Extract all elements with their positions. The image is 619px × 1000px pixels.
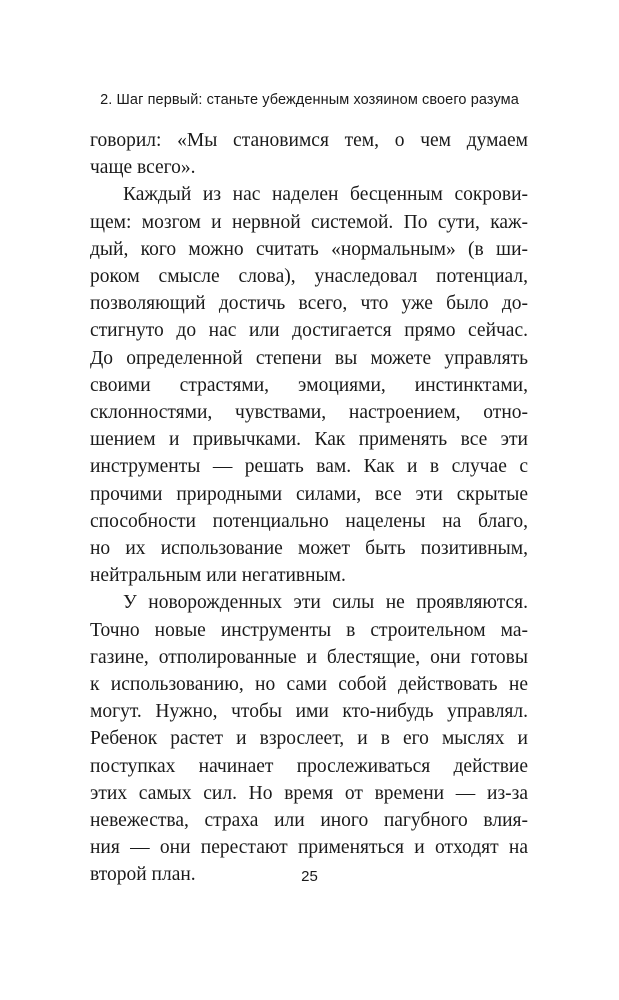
text-line: Ребенок растет и взрослеет, и в его мыслях и xyxy=(90,728,528,750)
text-line: газине, отполированные и блестящие, они готовы xyxy=(90,646,528,668)
text-line: своими страстями, эмоциями, инстинктами, xyxy=(90,374,528,396)
text-line: позволяющий достичь всего, что уже было до- xyxy=(90,293,528,315)
text-line: щем: мозгом и нервной системой. По сути, каж- xyxy=(90,211,528,233)
text-line: могут. Нужно, чтобы ими кто-нибудь управлял. xyxy=(90,701,528,723)
running-header: 2. Шаг первый: станьте убежденным хозяином своего разума xyxy=(100,92,519,108)
paragraph xyxy=(90,181,528,589)
text-line: этих самых сил. Но время от времени — из-за xyxy=(90,782,528,804)
text-line: нейтральным или негативным. xyxy=(90,565,346,587)
text-line: До определенной степени вы можете управлять xyxy=(90,347,528,369)
text-line: второй план. xyxy=(90,864,196,886)
text-line: У новорожденных эти силы не проявляются. xyxy=(123,592,528,614)
text-line: чаще всего». xyxy=(90,157,196,179)
paragraph xyxy=(90,589,528,888)
text-line: но их использование может быть позитивным, xyxy=(90,538,528,560)
text-line: Точно новые инструменты в строительном ма- xyxy=(90,619,528,641)
text-line: дый, кого можно считать «нормальным» (в ши- xyxy=(90,238,528,260)
text-line: стигнуто до нас или достигается прямо сейчас. xyxy=(90,320,528,342)
text-line: склонностями, чувствами, настроением, отно- xyxy=(90,402,528,424)
text-line: Каждый из нас наделен бесценным сокрови- xyxy=(123,184,528,206)
text-line: говорил: «Мы становимся тем, о чем думаем xyxy=(90,130,528,151)
text-line: невежества, страха или иного пагубного влия- xyxy=(90,810,528,832)
text-line: ния — они перестают применяться и отходят на xyxy=(90,837,528,859)
text-line: шением и привычками. Как применять все эти xyxy=(90,429,528,451)
page-number: 25 xyxy=(301,868,318,885)
body-text xyxy=(90,127,528,889)
text-line: способности потенциально нацелены на благо, xyxy=(90,510,528,532)
text-line: инструменты — решать вам. Как и в случае с xyxy=(90,456,528,478)
text-line: роком смысле слова), унаследовал потенциал, xyxy=(90,266,528,288)
text-line: поступках начинает прослеживаться действие xyxy=(90,755,528,777)
text-line: прочими природными силами, все эти скрытые xyxy=(90,483,528,505)
text-line: к использованию, но сами собой действовать не xyxy=(90,674,528,696)
paragraph xyxy=(90,127,528,181)
